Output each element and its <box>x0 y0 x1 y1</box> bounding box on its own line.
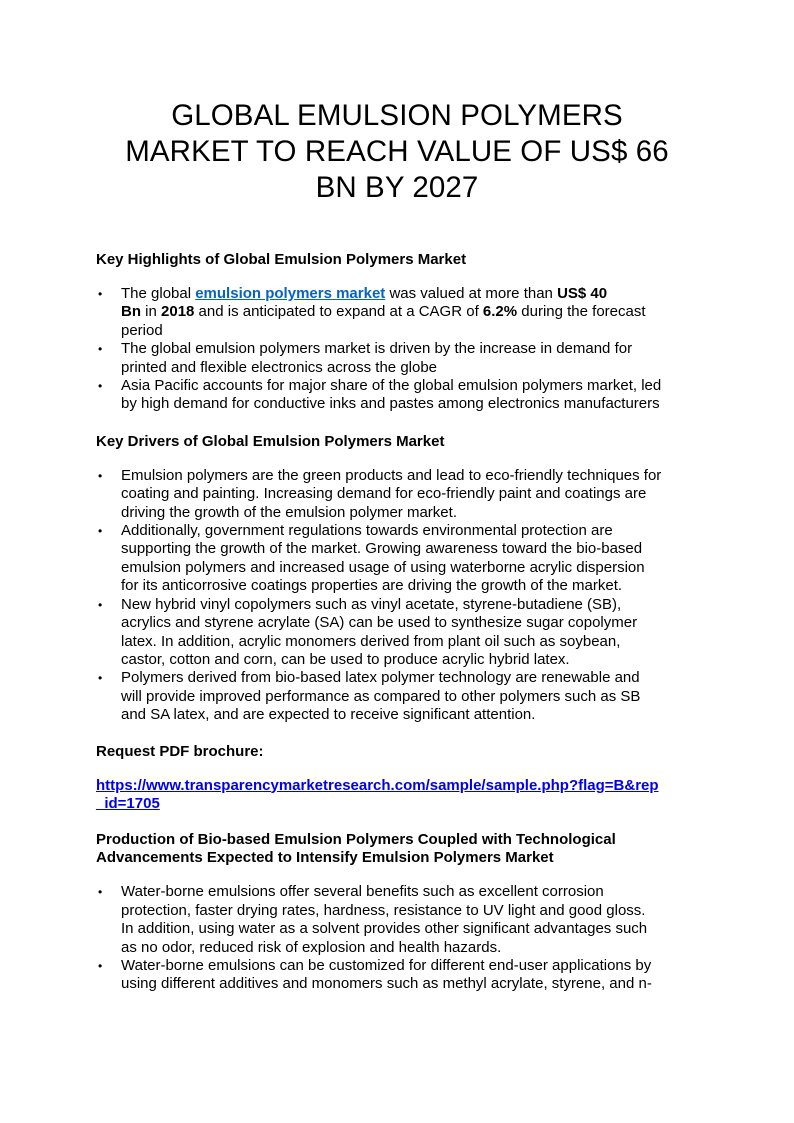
production-list <box>96 883 698 993</box>
title-line: MARKET TO REACH VALUE OF US$ 66 <box>125 135 669 168</box>
text-line: supporting the growth of the market. Growing awareness toward the bio-based <box>121 540 643 558</box>
text-line: for its anticorrosive coatings properties are driving the growth of the market. <box>121 577 623 595</box>
text-line: In addition, using water as a solvent provides other significant advantages such <box>121 920 648 938</box>
text-fragment: was valued at more than <box>385 285 558 302</box>
drivers-section <box>96 433 698 725</box>
cagr-fragment: 6.2% <box>482 303 518 321</box>
value-fragment: Bn <box>121 303 141 321</box>
heading-line: Advancements Expected to Intensify Emulsion Polymers Market <box>96 849 554 867</box>
text-line: emulsion polymers and increased usage of using waterborne acrylic dispersion <box>121 558 645 576</box>
text-line: • New hybrid vinyl copolymers such as vinyl acetate, styrene-butadiene (SB), <box>121 595 622 613</box>
year-fragment: 2018 <box>161 303 195 321</box>
list-item <box>96 883 698 957</box>
url-line: https://www.transparencymarketresearch.com/sample/sample.php?flag=B&rep <box>96 776 659 794</box>
emulsion-polymers-market-link[interactable]: emulsion polymers market <box>195 285 386 302</box>
text-fragment: in <box>141 303 162 321</box>
text-line: by high demand for conductive inks and pastes among electronics manufacturers <box>121 395 660 413</box>
brochure-heading: Request PDF brochure: <box>96 742 264 760</box>
heading-line: Production of Bio-based Emulsion Polymers Coupled with Technological <box>96 831 616 849</box>
list-item <box>96 957 698 994</box>
list-item <box>96 377 698 414</box>
value-fragment: US$ 40 <box>557 285 608 302</box>
text-line: acrylics and styrene acrylate (SA) can be used to synthesize sugar copolymer <box>121 614 638 632</box>
text-fragment: and is anticipated to expand at a CAGR of <box>194 303 483 321</box>
text-line: • The global emulsion polymers market is driven by the increase in demand for <box>121 340 633 358</box>
list-item <box>96 669 698 724</box>
title-line: GLOBAL EMULSION POLYMERS <box>171 99 623 132</box>
text-line: latex. In addition, acrylic monomers derived from plant oil such as soybean, <box>121 632 621 650</box>
highlights-list <box>96 285 698 414</box>
text-fragment: The global <box>121 285 196 302</box>
text-line: • Polymers derived from bio-based latex polymer technology are renewable and <box>121 669 640 687</box>
url-line: _id=1705 <box>96 794 160 812</box>
text-line: will provide improved performance as compared to other polymers such as SB <box>121 687 641 705</box>
text-line: • Additionally, government regulations towards environmental protection are <box>121 522 613 540</box>
text-line: as no odor, reduced risk of explosion and health hazards. <box>121 938 502 956</box>
list-item <box>96 467 698 522</box>
production-heading <box>96 831 698 867</box>
brochure-url-link[interactable] <box>96 777 698 814</box>
highlights-section <box>96 251 698 414</box>
text-fragment: during the forecast <box>517 303 646 321</box>
highlight-1-line-1 <box>121 285 698 303</box>
text-line: printed and flexible electronics across the globe <box>121 358 438 376</box>
production-section <box>96 831 698 993</box>
document-title <box>96 0 698 206</box>
text-line: • Water-borne emulsions offer several benefits such as excellent corrosion <box>121 883 604 901</box>
highlight-1-line-2 <box>121 303 698 321</box>
highlight-1-line-3: period <box>121 321 163 339</box>
drivers-list <box>96 467 698 725</box>
list-item <box>96 340 698 377</box>
list-item <box>96 596 698 670</box>
text-line: castor, cotton and corn, can be used to produce acrylic hybrid latex. <box>121 650 570 668</box>
list-item <box>96 522 698 596</box>
list-item <box>96 285 698 340</box>
text-line: • Asia Pacific accounts for major share of the global emulsion polymers market, led <box>121 377 662 395</box>
text-line: coating and painting. Increasing demand for eco-friendly paint and coatings are <box>121 485 647 503</box>
title-line: BN BY 2027 <box>315 171 479 204</box>
highlights-heading: Key Highlights of Global Emulsion Polymers Market <box>96 251 467 268</box>
brochure-section <box>96 743 698 814</box>
text-line: protection, faster drying rates, hardness, resistance to UV light and good gloss. <box>121 901 646 919</box>
text-line: • Water-borne emulsions can be customized for different end-user applications by <box>121 956 652 974</box>
text-line: • Emulsion polymers are the green products and lead to eco-friendly techniques for <box>121 466 662 484</box>
drivers-heading: Key Drivers of Global Emulsion Polymers Market <box>96 432 445 450</box>
text-line: driving the growth of the emulsion polymer market. <box>121 503 457 521</box>
text-line: and SA latex, and are expected to receive significant attention. <box>121 706 536 724</box>
text-line: using different additives and monomers such as methyl acrylate, styrene, and n- <box>121 975 652 993</box>
